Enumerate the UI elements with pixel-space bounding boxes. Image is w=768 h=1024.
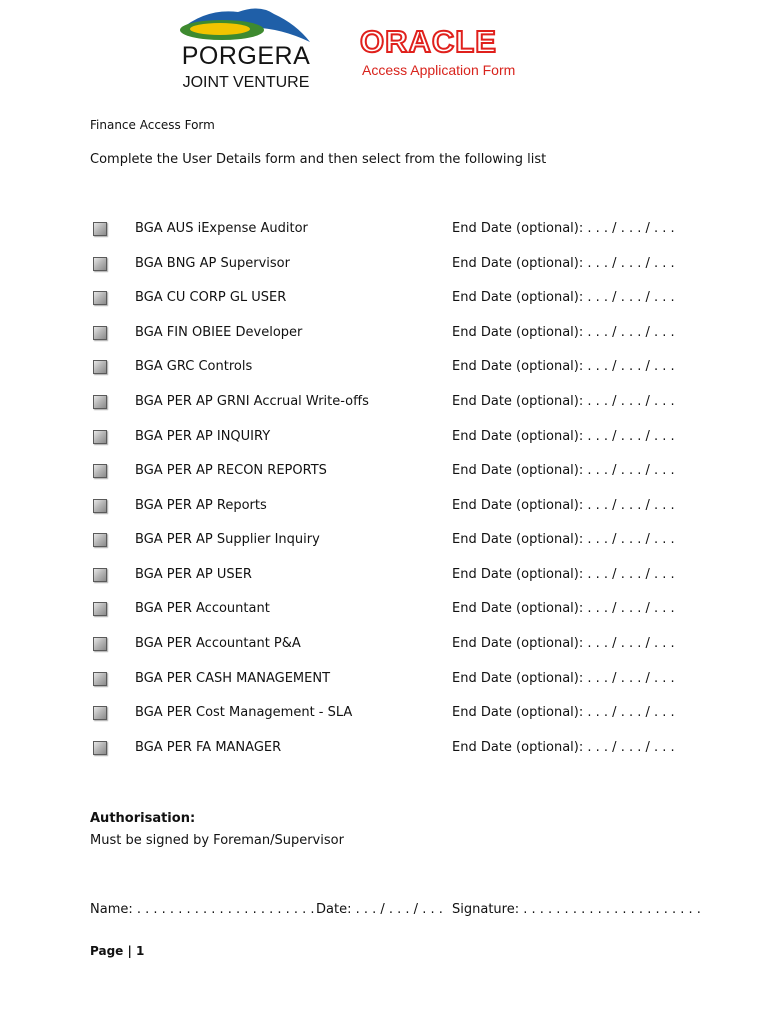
access-option-checkbox[interactable] <box>93 672 107 686</box>
oracle-logo-name: ORACLE <box>360 24 497 59</box>
access-option-row <box>0 523 768 557</box>
access-option-row <box>0 212 768 246</box>
access-option-checkbox[interactable] <box>93 430 107 444</box>
end-date-field[interactable]: End Date (optional): . . . / . . . / . . . <box>452 290 675 305</box>
access-option-label: BGA PER CASH MANAGEMENT <box>135 671 331 686</box>
end-date-field[interactable]: End Date (optional): . . . / . . . / . . . <box>452 532 675 547</box>
access-option-row <box>0 627 768 661</box>
end-date-field[interactable]: End Date (optional): . . . / . . . / . . . <box>452 429 675 444</box>
access-option-row <box>0 696 768 730</box>
access-option-label: BGA PER AP GRNI Accrual Write-offs <box>135 394 369 409</box>
access-option-row <box>0 558 768 592</box>
page-number: Page | 1 <box>90 944 145 958</box>
end-date-field[interactable]: End Date (optional): . . . / . . . / . . . <box>452 256 675 271</box>
access-option-checkbox[interactable] <box>93 326 107 340</box>
access-option-checkbox[interactable] <box>93 706 107 720</box>
access-option-checkbox[interactable] <box>93 637 107 651</box>
access-option-label: BGA CU CORP GL USER <box>135 290 287 305</box>
access-option-label: BGA PER Cost Management - SLA <box>135 705 353 720</box>
date-field[interactable]: Date: . . . / . . . / . . . <box>316 902 443 917</box>
end-date-field[interactable]: End Date (optional): . . . / . . . / . . . <box>452 359 675 374</box>
access-option-checkbox[interactable] <box>93 464 107 478</box>
end-date-field[interactable]: End Date (optional): . . . / . . . / . . . <box>452 221 675 236</box>
access-option-row <box>0 350 768 384</box>
access-option-row <box>0 420 768 454</box>
authorisation-title: Authorisation: <box>90 811 196 826</box>
form-intro: Complete the User Details form and then select from the following list <box>90 152 547 167</box>
porgera-logo <box>176 2 316 94</box>
access-option-row <box>0 662 768 696</box>
access-option-label: BGA PER Accountant <box>135 601 270 616</box>
access-option-row <box>0 247 768 281</box>
end-date-field[interactable]: End Date (optional): . . . / . . . / . . . <box>452 498 675 513</box>
end-date-field[interactable]: End Date (optional): . . . / . . . / . . . <box>452 325 675 340</box>
access-option-label: BGA PER AP Supplier Inquiry <box>135 532 320 547</box>
access-option-label: BGA AUS iExpense Auditor <box>135 221 308 236</box>
access-option-label: BGA FIN OBIEE Developer <box>135 325 303 340</box>
access-option-checkbox[interactable] <box>93 222 107 236</box>
porgera-logo-subtitle: JOINT VENTURE <box>182 74 310 91</box>
access-option-checkbox[interactable] <box>93 741 107 755</box>
access-option-row <box>0 316 768 350</box>
signature-field[interactable]: Signature: . . . . . . . . . . . . . . . . . . . . . . <box>452 902 701 917</box>
access-option-checkbox[interactable] <box>93 568 107 582</box>
access-option-row <box>0 592 768 626</box>
end-date-field[interactable]: End Date (optional): . . . / . . . / . . . <box>452 463 675 478</box>
access-option-label: BGA GRC Controls <box>135 359 253 374</box>
authorisation-note: Must be signed by Foreman/Supervisor <box>90 833 344 848</box>
end-date-field[interactable]: End Date (optional): . . . / . . . / . . . <box>452 636 675 651</box>
name-field[interactable]: Name: . . . . . . . . . . . . . . . . . . . . . . <box>90 902 315 917</box>
end-date-field[interactable]: End Date (optional): . . . / . . . / . . . <box>452 601 675 616</box>
access-option-row <box>0 385 768 419</box>
end-date-field[interactable]: End Date (optional): . . . / . . . / . . . <box>452 705 675 720</box>
access-option-checkbox[interactable] <box>93 291 107 305</box>
access-option-label: BGA PER FA MANAGER <box>135 740 282 755</box>
access-option-row <box>0 731 768 765</box>
end-date-field[interactable]: End Date (optional): . . . / . . . / . . . <box>452 394 675 409</box>
access-option-checkbox[interactable] <box>93 602 107 616</box>
porgera-logo-name: PORGERA <box>181 42 311 70</box>
oracle-logo <box>360 26 540 78</box>
access-option-label: BGA PER AP Reports <box>135 498 267 513</box>
end-date-field[interactable]: End Date (optional): . . . / . . . / . . . <box>452 740 675 755</box>
oracle-logo-subtitle: Access Application Form <box>362 62 516 78</box>
access-option-label: BGA PER AP USER <box>135 567 252 582</box>
end-date-field[interactable]: End Date (optional): . . . / . . . / . . . <box>452 671 675 686</box>
access-option-label: BGA PER AP INQUIRY <box>135 429 271 444</box>
access-option-row <box>0 281 768 315</box>
porgera-emblem-icon <box>176 2 316 46</box>
access-option-checkbox[interactable] <box>93 533 107 547</box>
access-option-row <box>0 489 768 523</box>
access-option-row <box>0 454 768 488</box>
access-option-label: BGA PER AP RECON REPORTS <box>135 463 327 478</box>
access-option-label: BGA PER Accountant P&A <box>135 636 301 651</box>
access-option-checkbox[interactable] <box>93 257 107 271</box>
access-option-checkbox[interactable] <box>93 499 107 513</box>
access-option-label: BGA BNG AP Supervisor <box>135 256 290 271</box>
form-title: Finance Access Form <box>90 118 215 132</box>
access-option-checkbox[interactable] <box>93 360 107 374</box>
end-date-field[interactable]: End Date (optional): . . . / . . . / . . . <box>452 567 675 582</box>
access-option-checkbox[interactable] <box>93 395 107 409</box>
